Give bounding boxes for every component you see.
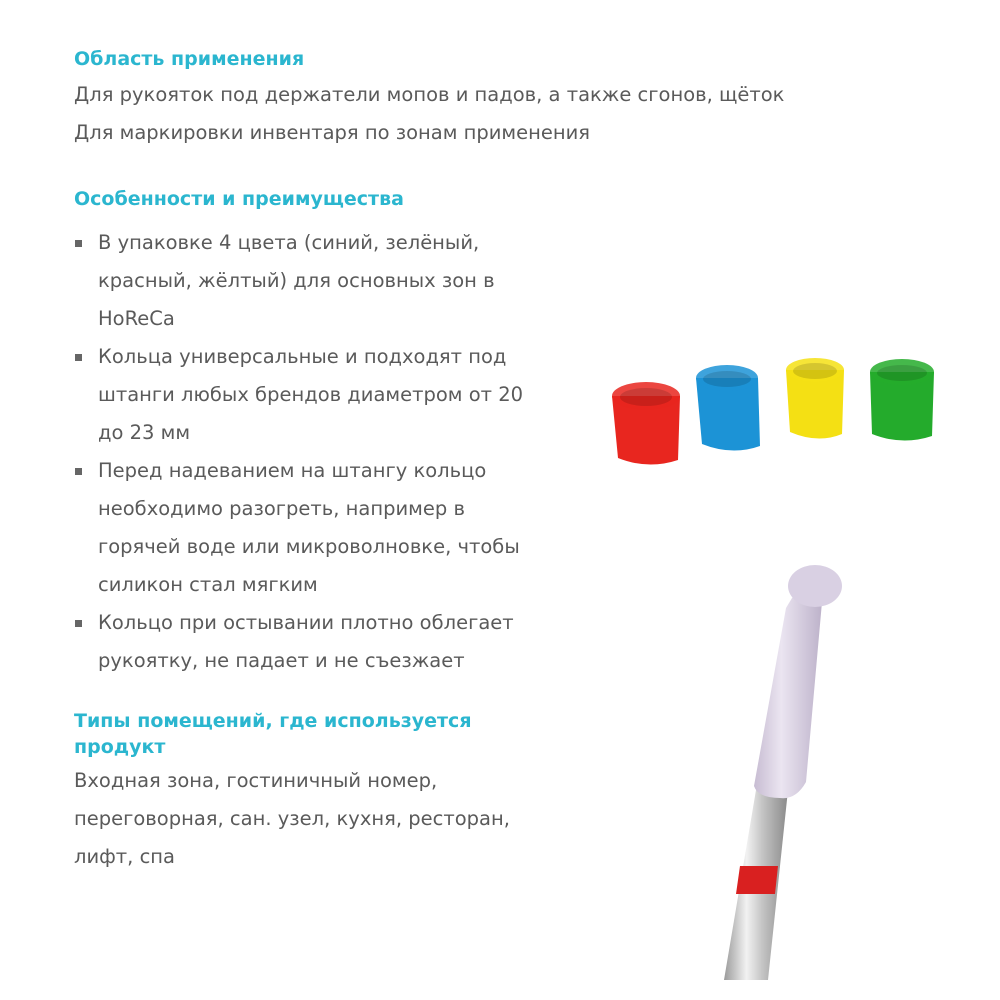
feature-line: до 23 мм	[98, 421, 191, 444]
rooms-title-line: продукт	[74, 736, 166, 758]
scope-line-2: Для маркировки инвентаря по зонам применения	[74, 121, 591, 144]
section-title-rooms	[74, 708, 472, 760]
rooms-line-3: лифт, спа	[74, 845, 175, 868]
feature-line: необходимо разогреть, например в	[98, 497, 465, 520]
feature-line: HoReCa	[98, 307, 175, 330]
feature-line: В упаковке 4 цвета (синий, зелёный,	[98, 231, 480, 254]
bullet-square-icon	[75, 468, 82, 475]
pole-handle-knob	[788, 565, 842, 607]
feature-line: красный, жёлтый) для основных зон в	[98, 269, 495, 292]
bullet-square-icon	[75, 240, 82, 247]
rooms-line-2: переговорная, сан. узел, кухня, ресторан,	[74, 807, 510, 830]
section-title-scope: Область применения	[74, 48, 305, 70]
feature-item	[74, 452, 574, 604]
ring-green	[870, 359, 934, 441]
product-image	[590, 340, 970, 980]
features-list	[74, 224, 574, 680]
bullet-square-icon	[75, 620, 82, 627]
mop-pole	[724, 565, 842, 980]
feature-item	[74, 224, 574, 338]
feature-line: штанги любых брендов диаметром от 20	[98, 383, 524, 406]
pole-handle	[754, 592, 822, 798]
ring-yellow	[786, 358, 844, 439]
bullet-square-icon	[75, 354, 82, 361]
section-title-features: Особенности и преимущества	[74, 188, 404, 210]
pole-marker-ring	[736, 866, 778, 894]
scope-line-1: Для рукояток под держатели мопов и падов, а также сгонов, щёток	[74, 83, 785, 106]
feature-line: Перед надеванием на штангу кольцо	[98, 459, 487, 482]
feature-line: силикон стал мягким	[98, 573, 318, 596]
ring-red	[612, 382, 680, 465]
rooms-line-1: Входная зона, гостиничный номер,	[74, 769, 438, 792]
feature-item	[74, 338, 574, 452]
ring-blue	[696, 365, 760, 451]
rooms-title-line: Типы помещений, где используется	[74, 710, 472, 732]
feature-line: горячей воде или микроволновке, чтобы	[98, 535, 520, 558]
feature-line: Кольцо при остывании плотно облегает	[98, 611, 514, 634]
feature-line: Кольца универсальные и подходят под	[98, 345, 507, 368]
feature-line: рукоятку, не падает и не съезжает	[98, 649, 465, 672]
feature-item	[74, 604, 574, 680]
